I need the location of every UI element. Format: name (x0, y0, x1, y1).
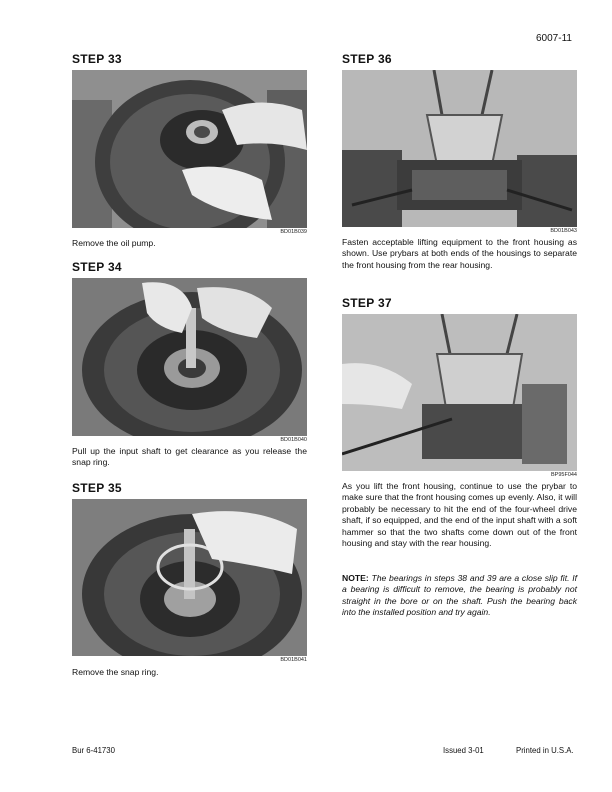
step-34-text: Pull up the input shaft to get clearance as you release the snap ring. (72, 446, 307, 468)
step-35-photo-code: BD01B041 (280, 657, 307, 663)
step-36-text: Fasten acceptable lifting equipment to the front housing as shown. Use prybars at both ends of the housings to separate the front housing from the rear housing. (342, 237, 577, 270)
step-34-photo (72, 278, 307, 436)
note-paragraph (342, 573, 577, 619)
step-37-photo (342, 314, 577, 471)
note-label: NOTE: (342, 573, 369, 583)
step-33-text: Remove the oil pump. (72, 238, 156, 248)
step-33-photo (72, 70, 307, 228)
step-36-heading: STEP 36 (342, 52, 392, 66)
step-34-heading: STEP 34 (72, 260, 122, 274)
step-37-photo-code: BP95F044 (551, 472, 577, 478)
step-37-text: As you lift the front housing, continue to use the prybar to make sure that the front housing comes up evenly. Also, it will probably be necessary to hit the end of the four-wheel drive shaft, if so equipped, and the end of the input shaft with a soft hammer so that the two shafts come down out of the front housing and stay with the rear housing. (342, 481, 577, 549)
page-number: 6007-11 (536, 33, 572, 44)
step-36-photo-code: BD01B043 (550, 228, 577, 234)
footer-printed: Printed in U.S.A. (516, 746, 574, 755)
step-37-heading: STEP 37 (342, 296, 392, 310)
note-text: The bearings in steps 38 and 39 are a close slip fit. If a bearing is difficult to remove, the bearing is probably not straight in the bore or on the shaft. Push the bearing back into the installed position and try again. (342, 573, 577, 618)
step-34-photo-code: BD01B040 (280, 437, 307, 443)
footer-issued: Issued 3-01 (443, 746, 484, 755)
step-35-heading: STEP 35 (72, 481, 122, 495)
step-35-text: Remove the snap ring. (72, 667, 159, 677)
step-33-photo-code: BD01B039 (280, 229, 307, 235)
footer-doc-number: Bur 6-41730 (72, 746, 115, 755)
step-35-photo (72, 499, 307, 656)
step-36-photo (342, 70, 577, 227)
step-33-heading: STEP 33 (72, 52, 122, 66)
